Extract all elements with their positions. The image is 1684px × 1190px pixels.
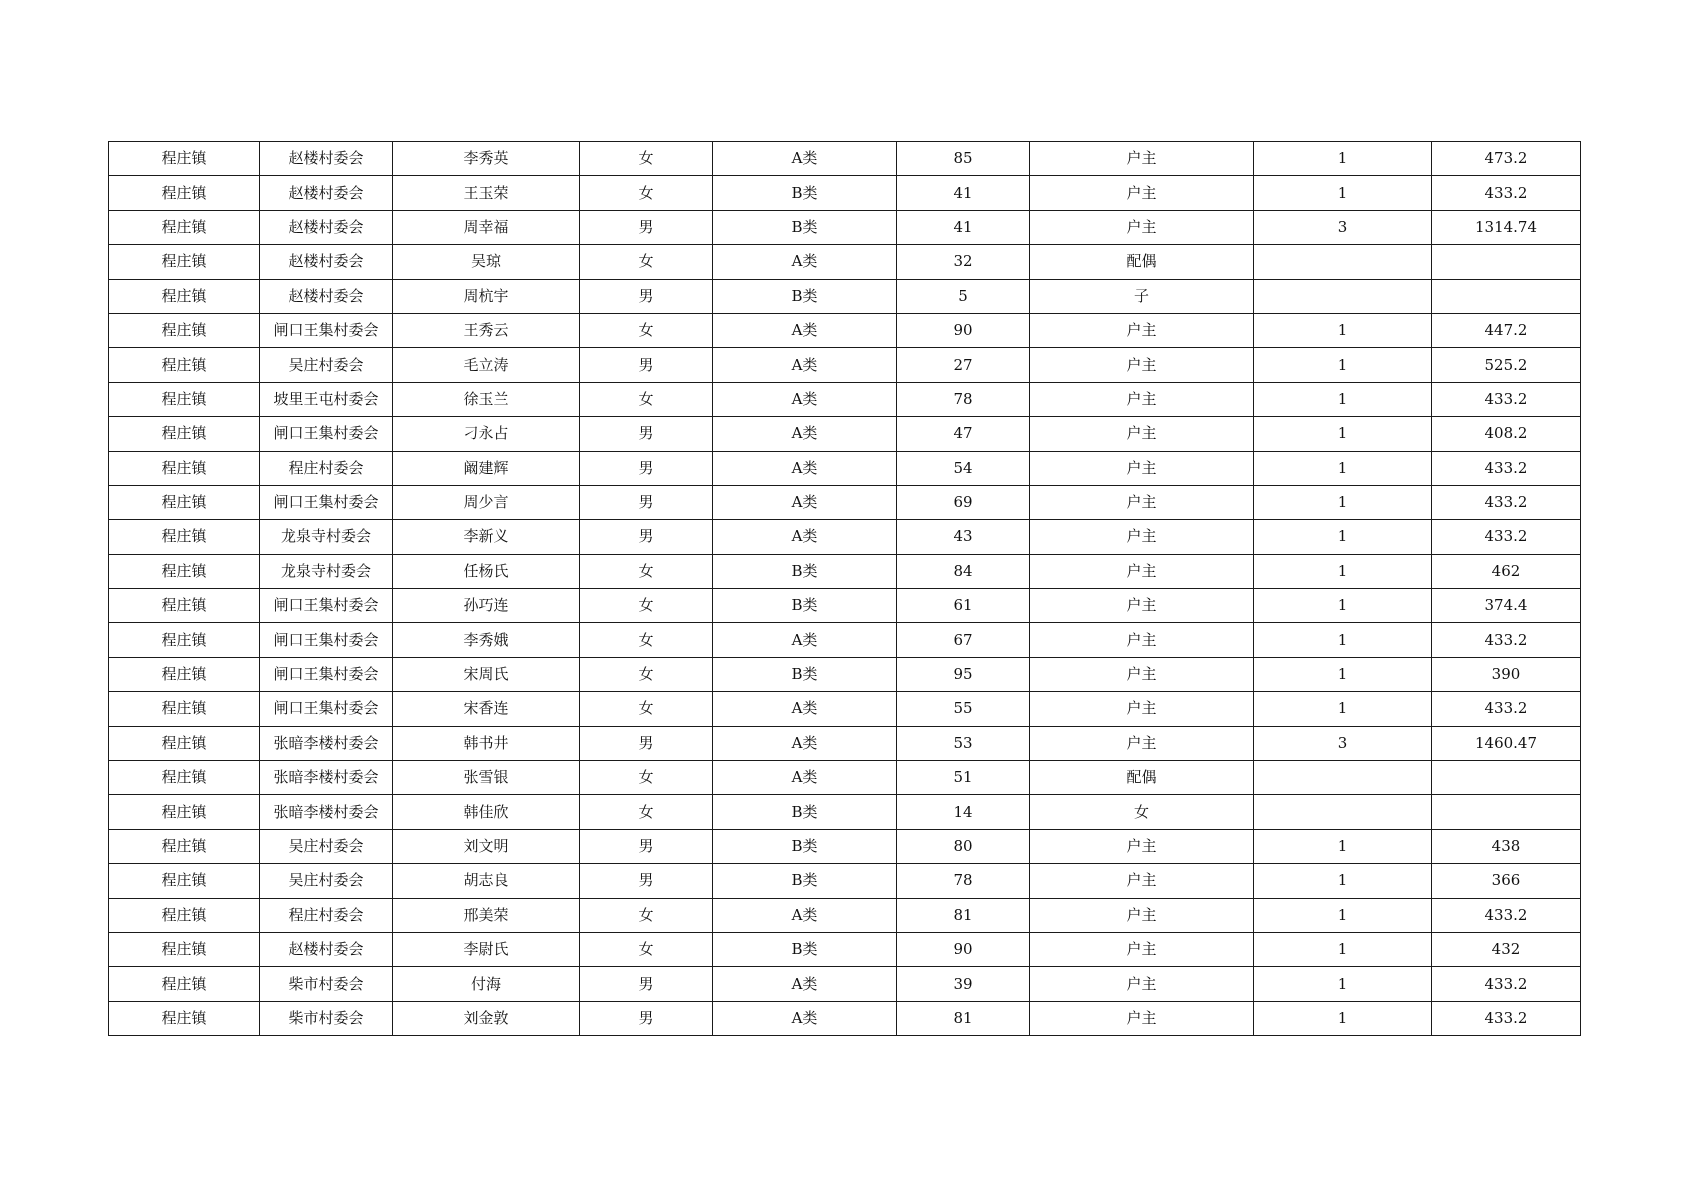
age-cell: 67 [897, 623, 1030, 657]
age-cell: 84 [897, 554, 1030, 588]
gender-cell: 女 [580, 657, 713, 691]
person-name-cell: 刘金敦 [393, 1001, 580, 1035]
gender-cell: 男 [580, 967, 713, 1001]
household-size-cell [1254, 279, 1432, 313]
table-row [109, 726, 1581, 760]
person-name-cell: 宋香连 [393, 692, 580, 726]
township-cell: 程庄镇 [109, 589, 260, 623]
table-row [109, 692, 1581, 726]
gender-cell: 女 [580, 623, 713, 657]
amount-cell [1432, 795, 1581, 829]
age-cell: 78 [897, 864, 1030, 898]
table-row [109, 554, 1581, 588]
table-row [109, 176, 1581, 210]
person-name-cell: 吴琼 [393, 245, 580, 279]
gender-cell: 男 [580, 485, 713, 519]
table-row [109, 829, 1581, 863]
village-committee-cell: 闸口王集村委会 [260, 485, 393, 519]
gender-cell: 男 [580, 279, 713, 313]
household-size-cell: 1 [1254, 1001, 1432, 1035]
age-cell: 78 [897, 382, 1030, 416]
relation-cell: 配偶 [1030, 761, 1254, 795]
gender-cell: 女 [580, 554, 713, 588]
village-committee-cell: 闸口王集村委会 [260, 692, 393, 726]
category-cell: B类 [713, 657, 897, 691]
gender-cell: 女 [580, 176, 713, 210]
category-cell: A类 [713, 1001, 897, 1035]
age-cell: 43 [897, 520, 1030, 554]
township-cell: 程庄镇 [109, 382, 260, 416]
relation-cell: 户主 [1030, 589, 1254, 623]
table-row [109, 761, 1581, 795]
village-committee-cell: 坡里王屯村委会 [260, 382, 393, 416]
age-cell: 80 [897, 829, 1030, 863]
gender-cell: 女 [580, 313, 713, 347]
table-row [109, 520, 1581, 554]
relation-cell: 户主 [1030, 932, 1254, 966]
person-name-cell: 徐玉兰 [393, 382, 580, 416]
category-cell: A类 [713, 761, 897, 795]
table-row [109, 623, 1581, 657]
table-row [109, 932, 1581, 966]
village-committee-cell: 闸口王集村委会 [260, 657, 393, 691]
amount-cell: 447.2 [1432, 313, 1581, 347]
amount-cell [1432, 761, 1581, 795]
household-size-cell: 1 [1254, 932, 1432, 966]
age-cell: 53 [897, 726, 1030, 760]
person-name-cell: 孙巧连 [393, 589, 580, 623]
village-committee-cell: 闸口王集村委会 [260, 417, 393, 451]
person-name-cell: 周少言 [393, 485, 580, 519]
village-committee-cell: 赵楼村委会 [260, 245, 393, 279]
amount-cell: 462 [1432, 554, 1581, 588]
amount-cell: 366 [1432, 864, 1581, 898]
age-cell: 47 [897, 417, 1030, 451]
person-name-cell: 宋周氏 [393, 657, 580, 691]
category-cell: A类 [713, 485, 897, 519]
township-cell: 程庄镇 [109, 210, 260, 244]
category-cell: A类 [713, 417, 897, 451]
village-committee-cell: 吴庄村委会 [260, 348, 393, 382]
village-committee-cell: 程庄村委会 [260, 898, 393, 932]
category-cell: A类 [713, 382, 897, 416]
village-committee-cell: 赵楼村委会 [260, 176, 393, 210]
table-row [109, 485, 1581, 519]
township-cell: 程庄镇 [109, 142, 260, 176]
table-row [109, 142, 1581, 176]
household-size-cell: 1 [1254, 313, 1432, 347]
age-cell: 41 [897, 210, 1030, 244]
household-size-cell: 1 [1254, 589, 1432, 623]
relation-cell: 户主 [1030, 313, 1254, 347]
township-cell: 程庄镇 [109, 451, 260, 485]
amount-cell: 473.2 [1432, 142, 1581, 176]
age-cell: 27 [897, 348, 1030, 382]
township-cell: 程庄镇 [109, 795, 260, 829]
category-cell: A类 [713, 451, 897, 485]
village-committee-cell: 张暗李楼村委会 [260, 795, 393, 829]
age-cell: 5 [897, 279, 1030, 313]
gender-cell: 男 [580, 417, 713, 451]
person-name-cell: 胡志良 [393, 864, 580, 898]
village-committee-cell: 柴市村委会 [260, 967, 393, 1001]
relation-cell: 户主 [1030, 451, 1254, 485]
township-cell: 程庄镇 [109, 1001, 260, 1035]
person-name-cell: 李尉氏 [393, 932, 580, 966]
township-cell: 程庄镇 [109, 623, 260, 657]
gender-cell: 男 [580, 864, 713, 898]
person-name-cell: 韩书井 [393, 726, 580, 760]
village-committee-cell: 赵楼村委会 [260, 932, 393, 966]
amount-cell: 438 [1432, 829, 1581, 863]
amount-cell: 1314.74 [1432, 210, 1581, 244]
person-name-cell: 周杭宇 [393, 279, 580, 313]
amount-cell: 408.2 [1432, 417, 1581, 451]
relation-cell: 户主 [1030, 829, 1254, 863]
amount-cell: 433.2 [1432, 485, 1581, 519]
household-size-cell: 1 [1254, 967, 1432, 1001]
category-cell: B类 [713, 279, 897, 313]
category-cell: A类 [713, 348, 897, 382]
household-size-cell: 1 [1254, 520, 1432, 554]
household-size-cell: 1 [1254, 898, 1432, 932]
village-committee-cell: 柴市村委会 [260, 1001, 393, 1035]
person-name-cell: 刁永占 [393, 417, 580, 451]
gender-cell: 男 [580, 348, 713, 382]
amount-cell: 433.2 [1432, 898, 1581, 932]
relation-cell: 户主 [1030, 657, 1254, 691]
relation-cell: 子 [1030, 279, 1254, 313]
amount-cell: 432 [1432, 932, 1581, 966]
roster-table-body [109, 142, 1581, 1036]
category-cell: A类 [713, 245, 897, 279]
township-cell: 程庄镇 [109, 245, 260, 279]
relation-cell: 户主 [1030, 554, 1254, 588]
table-row [109, 589, 1581, 623]
household-size-cell: 1 [1254, 864, 1432, 898]
township-cell: 程庄镇 [109, 657, 260, 691]
age-cell: 90 [897, 932, 1030, 966]
gender-cell: 女 [580, 142, 713, 176]
village-committee-cell: 吴庄村委会 [260, 829, 393, 863]
category-cell: A类 [713, 313, 897, 347]
relation-cell: 户主 [1030, 726, 1254, 760]
amount-cell [1432, 245, 1581, 279]
amount-cell [1432, 279, 1581, 313]
relation-cell: 户主 [1030, 1001, 1254, 1035]
village-committee-cell: 赵楼村委会 [260, 210, 393, 244]
category-cell: A类 [713, 623, 897, 657]
age-cell: 55 [897, 692, 1030, 726]
age-cell: 85 [897, 142, 1030, 176]
table-row [109, 417, 1581, 451]
person-name-cell: 王秀云 [393, 313, 580, 347]
township-cell: 程庄镇 [109, 485, 260, 519]
gender-cell: 女 [580, 382, 713, 416]
table-row [109, 348, 1581, 382]
amount-cell: 1460.47 [1432, 726, 1581, 760]
relation-cell: 户主 [1030, 348, 1254, 382]
age-cell: 61 [897, 589, 1030, 623]
relation-cell: 户主 [1030, 382, 1254, 416]
table-row [109, 279, 1581, 313]
category-cell: B类 [713, 554, 897, 588]
gender-cell: 男 [580, 520, 713, 554]
household-size-cell: 1 [1254, 348, 1432, 382]
township-cell: 程庄镇 [109, 726, 260, 760]
table-row [109, 967, 1581, 1001]
relation-cell: 户主 [1030, 417, 1254, 451]
roster-table [108, 141, 1581, 1036]
table-row [109, 245, 1581, 279]
village-committee-cell: 闸口王集村委会 [260, 589, 393, 623]
person-name-cell: 韩佳欣 [393, 795, 580, 829]
gender-cell: 女 [580, 761, 713, 795]
household-size-cell: 1 [1254, 829, 1432, 863]
amount-cell: 433.2 [1432, 176, 1581, 210]
village-committee-cell: 闸口王集村委会 [260, 313, 393, 347]
household-size-cell: 1 [1254, 451, 1432, 485]
gender-cell: 女 [580, 692, 713, 726]
table-row [109, 795, 1581, 829]
person-name-cell: 王玉荣 [393, 176, 580, 210]
household-size-cell: 1 [1254, 382, 1432, 416]
township-cell: 程庄镇 [109, 417, 260, 451]
amount-cell: 525.2 [1432, 348, 1581, 382]
township-cell: 程庄镇 [109, 829, 260, 863]
village-committee-cell: 程庄村委会 [260, 451, 393, 485]
age-cell: 90 [897, 313, 1030, 347]
table-row [109, 864, 1581, 898]
relation-cell: 户主 [1030, 898, 1254, 932]
category-cell: A类 [713, 142, 897, 176]
relation-cell: 户主 [1030, 692, 1254, 726]
household-size-cell: 3 [1254, 210, 1432, 244]
gender-cell: 女 [580, 898, 713, 932]
person-name-cell: 李新义 [393, 520, 580, 554]
person-name-cell: 周幸福 [393, 210, 580, 244]
amount-cell: 433.2 [1432, 382, 1581, 416]
gender-cell: 男 [580, 210, 713, 244]
person-name-cell: 张雪银 [393, 761, 580, 795]
age-cell: 32 [897, 245, 1030, 279]
village-committee-cell: 龙泉寺村委会 [260, 520, 393, 554]
gender-cell: 女 [580, 245, 713, 279]
table-row [109, 382, 1581, 416]
household-size-cell: 1 [1254, 657, 1432, 691]
age-cell: 69 [897, 485, 1030, 519]
relation-cell: 户主 [1030, 864, 1254, 898]
relation-cell: 户主 [1030, 623, 1254, 657]
township-cell: 程庄镇 [109, 520, 260, 554]
person-name-cell: 李秀娥 [393, 623, 580, 657]
household-size-cell [1254, 761, 1432, 795]
age-cell: 51 [897, 761, 1030, 795]
category-cell: A类 [713, 726, 897, 760]
relation-cell: 户主 [1030, 967, 1254, 1001]
age-cell: 54 [897, 451, 1030, 485]
township-cell: 程庄镇 [109, 279, 260, 313]
category-cell: B类 [713, 795, 897, 829]
village-committee-cell: 赵楼村委会 [260, 142, 393, 176]
table-row [109, 898, 1581, 932]
table-row [109, 1001, 1581, 1035]
age-cell: 95 [897, 657, 1030, 691]
gender-cell: 男 [580, 726, 713, 760]
relation-cell: 配偶 [1030, 245, 1254, 279]
person-name-cell: 毛立涛 [393, 348, 580, 382]
category-cell: B类 [713, 829, 897, 863]
amount-cell: 433.2 [1432, 520, 1581, 554]
age-cell: 41 [897, 176, 1030, 210]
amount-cell: 433.2 [1432, 1001, 1581, 1035]
age-cell: 81 [897, 898, 1030, 932]
amount-cell: 433.2 [1432, 967, 1581, 1001]
township-cell: 程庄镇 [109, 692, 260, 726]
township-cell: 程庄镇 [109, 348, 260, 382]
household-size-cell: 1 [1254, 485, 1432, 519]
township-cell: 程庄镇 [109, 761, 260, 795]
table-row [109, 451, 1581, 485]
gender-cell: 女 [580, 795, 713, 829]
household-size-cell [1254, 795, 1432, 829]
amount-cell: 433.2 [1432, 692, 1581, 726]
amount-cell: 390 [1432, 657, 1581, 691]
gender-cell: 女 [580, 932, 713, 966]
village-committee-cell: 闸口王集村委会 [260, 623, 393, 657]
category-cell: A类 [713, 967, 897, 1001]
township-cell: 程庄镇 [109, 967, 260, 1001]
table-row [109, 313, 1581, 347]
amount-cell: 433.2 [1432, 623, 1581, 657]
relation-cell: 女 [1030, 795, 1254, 829]
category-cell: A类 [713, 692, 897, 726]
household-size-cell: 1 [1254, 692, 1432, 726]
township-cell: 程庄镇 [109, 932, 260, 966]
township-cell: 程庄镇 [109, 898, 260, 932]
gender-cell: 男 [580, 1001, 713, 1035]
village-committee-cell: 吴庄村委会 [260, 864, 393, 898]
age-cell: 14 [897, 795, 1030, 829]
township-cell: 程庄镇 [109, 176, 260, 210]
amount-cell: 374.4 [1432, 589, 1581, 623]
village-committee-cell: 龙泉寺村委会 [260, 554, 393, 588]
gender-cell: 男 [580, 829, 713, 863]
relation-cell: 户主 [1030, 210, 1254, 244]
person-name-cell: 邢美荣 [393, 898, 580, 932]
age-cell: 39 [897, 967, 1030, 1001]
village-committee-cell: 张暗李楼村委会 [260, 761, 393, 795]
village-committee-cell: 赵楼村委会 [260, 279, 393, 313]
household-size-cell: 1 [1254, 142, 1432, 176]
township-cell: 程庄镇 [109, 864, 260, 898]
category-cell: B类 [713, 176, 897, 210]
category-cell: B类 [713, 210, 897, 244]
category-cell: B类 [713, 932, 897, 966]
gender-cell: 女 [580, 589, 713, 623]
table-row [109, 657, 1581, 691]
relation-cell: 户主 [1030, 142, 1254, 176]
township-cell: 程庄镇 [109, 554, 260, 588]
category-cell: B类 [713, 589, 897, 623]
table-row [109, 210, 1581, 244]
gender-cell: 男 [580, 451, 713, 485]
category-cell: A类 [713, 898, 897, 932]
household-size-cell: 1 [1254, 417, 1432, 451]
person-name-cell: 付海 [393, 967, 580, 1001]
category-cell: A类 [713, 520, 897, 554]
township-cell: 程庄镇 [109, 313, 260, 347]
person-name-cell: 刘文明 [393, 829, 580, 863]
age-cell: 81 [897, 1001, 1030, 1035]
household-size-cell: 1 [1254, 623, 1432, 657]
household-size-cell: 3 [1254, 726, 1432, 760]
household-size-cell: 1 [1254, 554, 1432, 588]
village-committee-cell: 张暗李楼村委会 [260, 726, 393, 760]
relation-cell: 户主 [1030, 520, 1254, 554]
relation-cell: 户主 [1030, 485, 1254, 519]
person-name-cell: 李秀英 [393, 142, 580, 176]
household-size-cell: 1 [1254, 176, 1432, 210]
person-name-cell: 任杨氏 [393, 554, 580, 588]
household-size-cell [1254, 245, 1432, 279]
category-cell: B类 [713, 864, 897, 898]
relation-cell: 户主 [1030, 176, 1254, 210]
amount-cell: 433.2 [1432, 451, 1581, 485]
person-name-cell: 阚建辉 [393, 451, 580, 485]
